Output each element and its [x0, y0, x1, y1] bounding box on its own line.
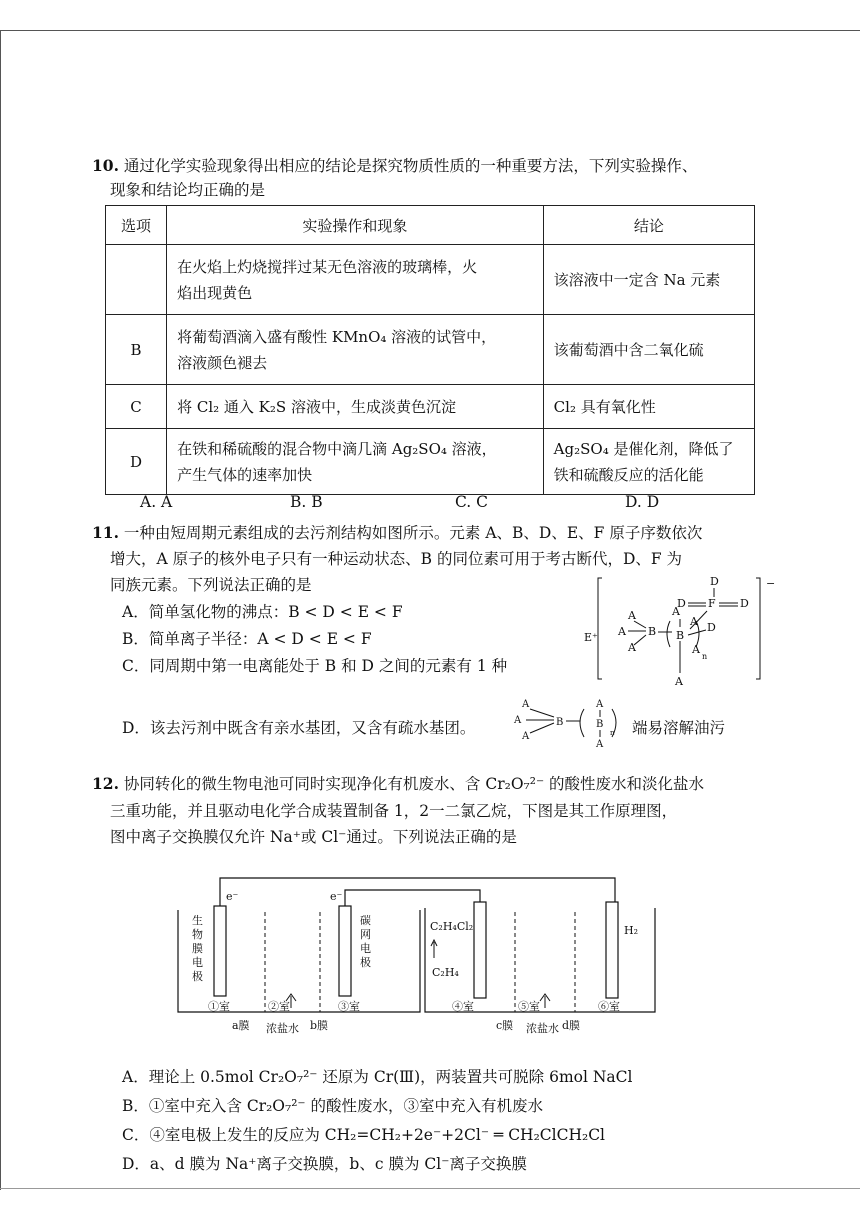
q10-stem-text: 通过化学实验现象得出相应的结论是探究物质性质的一种重要方法，下列实验操作、	[123, 157, 698, 175]
q12-option-b: B．①室中充入含 Cr₂O₇²⁻ 的酸性废水，③室中充入有机废水	[122, 1097, 544, 1115]
svg-text:n: n	[702, 652, 708, 661]
svg-text:A: A	[692, 643, 700, 656]
table-header-row	[106, 206, 755, 245]
svg-text:A: A	[628, 609, 636, 622]
q10-choice-b: B. B	[290, 493, 323, 511]
q11-option-a: A．简单氢化物的沸点：B < D < E < F	[122, 603, 403, 621]
page-border	[0, 30, 1, 1190]
q11-option-b: B．简单离子半径：A < D < E < F	[122, 630, 372, 648]
q10-number: 10.	[92, 156, 119, 175]
row-label	[106, 245, 167, 315]
row-operation: 将 Cl₂ 通入 K₂S 溶液中，生成淡黄色沉淀	[167, 385, 544, 429]
svg-text:A: A	[596, 739, 604, 750]
svg-text:浓盐水: 浓盐水	[266, 1022, 299, 1035]
svg-text:A: A	[690, 615, 698, 628]
svg-text:A: A	[675, 675, 683, 688]
q11-number: 11.	[92, 523, 119, 542]
svg-text:d膜: d膜	[562, 1019, 581, 1032]
svg-text:③室: ③室	[338, 1000, 360, 1013]
q12-cell-figure	[170, 872, 670, 1042]
q11-option-c: C．同周期中第一电离能处于 B 和 D 之间的元素有 1 种	[122, 657, 508, 675]
row-operation: 将葡萄酒滴入盛有酸性 KMnO₄ 溶液的试管中， 溶液颜色褪去	[167, 315, 544, 385]
svg-text:B: B	[596, 719, 604, 730]
svg-text:D: D	[677, 597, 686, 610]
q11-stem-line1	[92, 522, 702, 544]
svg-text:④室: ④室	[452, 1000, 474, 1013]
row-label: C	[106, 385, 167, 429]
row-conclusion: Cl₂ 具有氧化性	[543, 385, 754, 429]
svg-text:电: 电	[360, 942, 371, 955]
table-row	[106, 245, 755, 315]
svg-text:物: 物	[192, 928, 203, 941]
q10-choice-d: D. D	[625, 493, 660, 511]
svg-text:膜: 膜	[192, 942, 203, 955]
svg-text:A: A	[628, 641, 636, 654]
svg-text:②室: ②室	[268, 1000, 290, 1013]
row-label: D	[106, 429, 167, 495]
svg-text:A: A	[672, 605, 680, 618]
svg-text:C₂H₄: C₂H₄	[432, 966, 459, 979]
q12-option-a: A．理论上 0.5mol Cr₂O₇²⁻ 还原为 Cr(Ⅲ)，两装置共可脱除 6mol NaCl	[122, 1068, 633, 1086]
svg-text:⑤室: ⑤室	[518, 1000, 540, 1013]
page-border	[0, 1188, 860, 1189]
svg-text:H₂: H₂	[624, 924, 639, 937]
svg-text:D: D	[740, 597, 749, 610]
row-label: B	[106, 315, 167, 385]
cation-label: E⁺	[584, 631, 598, 644]
table-row	[106, 315, 755, 385]
table-row	[106, 429, 755, 495]
svg-text:极: 极	[192, 970, 203, 983]
col-header-operation: 实验操作和现象	[167, 206, 544, 245]
q12-option-c: C．④室电极上发生的反应为 CH₂=CH₂+2e⁻+2Cl⁻ ═ CH₂ClCH₂Cl	[122, 1126, 606, 1144]
svg-text:D: D	[707, 621, 716, 634]
svg-text:C₂H₄Cl₂: C₂H₄Cl₂	[430, 920, 474, 933]
svg-text:F: F	[708, 597, 716, 610]
svg-text:A: A	[522, 731, 530, 742]
svg-text:−: −	[766, 577, 776, 590]
q12-stem-line3: 图中离子交换膜仅允许 Na⁺或 Cl⁻通过。下列说法正确的是	[110, 828, 517, 846]
svg-text:A: A	[618, 625, 626, 638]
svg-text:生: 生	[192, 914, 203, 927]
q10-stem-line1	[92, 155, 697, 177]
svg-text:B: B	[556, 717, 564, 728]
svg-text:A: A	[514, 715, 522, 726]
col-header-conclusion: 结论	[543, 206, 754, 245]
q11-chain-figure	[512, 695, 632, 750]
svg-text:c膜: c膜	[496, 1019, 514, 1032]
svg-text:b膜: b膜	[310, 1019, 329, 1032]
q12-option-d: D．a、d 膜为 Na⁺离子交换膜，b、c 膜为 Cl⁻离子交换膜	[122, 1155, 527, 1173]
q11-stem-line3: 同族元素。下列说法正确的是	[110, 576, 312, 594]
q11-stem-line2: 增大，A 原子的核外电子只有一种运动状态、B 的同位素可用于考古断代，D、F 为	[110, 550, 683, 568]
row-conclusion: 该溶液中一定含 Na 元素	[543, 245, 754, 315]
svg-text:A: A	[596, 699, 604, 710]
row-conclusion: 该葡萄酒中含二氧化硫	[543, 315, 754, 385]
svg-text:网: 网	[360, 928, 371, 941]
svg-text:e⁻: e⁻	[226, 890, 239, 903]
q11-structure-figure	[580, 575, 780, 690]
q11-option-d: D．该去污剂中既含有亲水基团，又含有疏水基团。	[122, 719, 476, 737]
svg-text:电: 电	[192, 956, 203, 969]
q10-stem-line2: 现象和结论均正确的是	[110, 181, 266, 199]
q10-table	[105, 205, 755, 495]
svg-text:极: 极	[360, 956, 371, 969]
svg-text:⑥室: ⑥室	[598, 1000, 620, 1013]
svg-text:D: D	[710, 575, 719, 588]
q12-stem-text: 协同转化的微生物电池可同时实现净化有机废水、含 Cr₂O₇²⁻ 的酸性废水和淡化盐水	[123, 775, 705, 793]
row-conclusion: Ag₂SO₄ 是催化剂，降低了 铁和硫酸反应的活化能	[543, 429, 754, 495]
svg-text:e⁻: e⁻	[330, 890, 343, 903]
svg-text:①室: ①室	[208, 1000, 230, 1013]
q10-choice-a: A. A	[140, 493, 173, 511]
q12-stem-line1	[92, 773, 704, 795]
svg-text:a膜: a膜	[232, 1019, 250, 1032]
q12-stem-line2: 三重功能，并且驱动电化学合成装置制备 1，2一二氯乙烷，下图是其工作原理图，	[110, 802, 678, 820]
svg-text:n: n	[610, 729, 615, 737]
row-operation: 在火焰上灼烧搅拌过某无色溶液的玻璃棒，火 焰出现黄色	[167, 245, 544, 315]
svg-text:浓盐水: 浓盐水	[526, 1022, 559, 1035]
svg-text:碳: 碳	[360, 914, 371, 927]
svg-text:B: B	[676, 629, 685, 642]
col-header-option: 选项	[106, 206, 167, 245]
svg-text:A: A	[522, 699, 530, 710]
q11-option-d-tail: 端易溶解油污	[632, 719, 726, 737]
q10-choice-c: C. C	[455, 493, 489, 511]
page-border	[0, 30, 860, 31]
svg-text:B: B	[648, 625, 657, 638]
row-operation: 在铁和稀硫酸的混合物中滴几滴 Ag₂SO₄ 溶液， 产生气体的速率加快	[167, 429, 544, 495]
table-row	[106, 385, 755, 429]
q11-stem-text: 一种由短周期元素组成的去污剂结构如图所示。元素 A、B、D、E、F 原子序数依次	[123, 524, 703, 542]
q12-number: 12.	[92, 774, 119, 793]
